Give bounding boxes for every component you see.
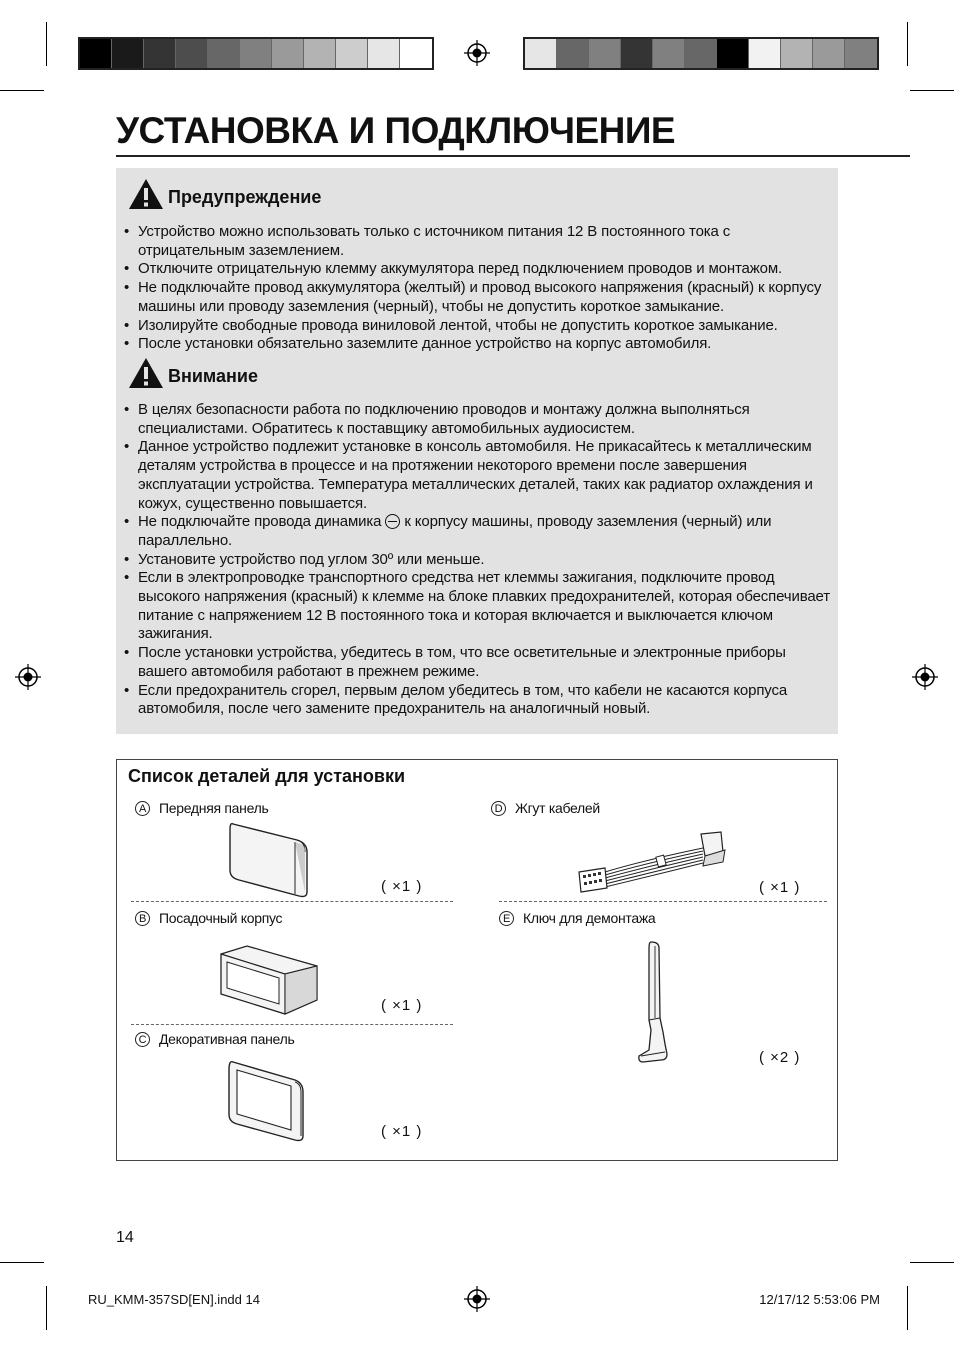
part-letter: E xyxy=(499,911,514,926)
part-name: Ключ для демонтажа xyxy=(523,910,656,926)
part-name: Посадочный корпус xyxy=(159,910,283,926)
color-swatch xyxy=(112,39,144,68)
list-item: • Если предохранитель сгорел, первым делом убедитесь в том, что кабели не касаются корпуса автомобиля, после чего замените предохранитель на аналогичный новый. xyxy=(116,682,834,719)
color-swatch xyxy=(208,39,240,68)
list-item: • В целях безопасности работа по подключению проводов и монтажу должна выполняться специалистами. Обратитесь к поставщику автомобильных аудиосистем. xyxy=(116,401,834,438)
color-swatch xyxy=(400,39,432,68)
crop-mark xyxy=(46,1286,47,1330)
quantity-label: ( ×1 ) xyxy=(381,878,423,895)
registration-mark-icon xyxy=(15,664,41,690)
list-item: • Устройство можно использовать только с источником питания 12 В постоянного тока с отрицательным заземлением. xyxy=(116,223,834,260)
wiring-harness-illustration xyxy=(575,828,727,894)
warning-box xyxy=(116,168,838,734)
part-name: Декоративная панель xyxy=(159,1031,295,1047)
warning-heading-text: Предупреждение xyxy=(168,187,322,207)
warning-list xyxy=(116,223,834,354)
part-label-trim-plate xyxy=(135,1031,294,1047)
part-letter: C xyxy=(135,1032,150,1047)
trim-plate-illustration xyxy=(225,1056,309,1144)
registration-mark-icon xyxy=(464,40,490,66)
crop-mark xyxy=(907,22,908,66)
quantity-label: ( ×1 ) xyxy=(381,997,423,1014)
color-bar-left xyxy=(78,37,434,70)
mounting-sleeve-illustration xyxy=(217,942,323,1018)
color-swatch xyxy=(845,39,877,68)
quantity-label: ( ×1 ) xyxy=(759,879,801,896)
parts-list-box xyxy=(116,759,838,1161)
caution-list xyxy=(116,401,834,719)
list-item: • Установите устройство под углом 30º или меньше. xyxy=(116,551,834,570)
part-name: Передняя панель xyxy=(159,800,269,816)
warning-heading xyxy=(128,178,321,210)
list-item: • Если в электропроводке транспортного средства нет клеммы зажигания, подключите провод высокого напряжения (красный) к клемме на блоке плавких предохранителей, которая обеспечивает питание с напряжением 12 В постоянного тока и которая включается и выключается ключом зажигания. xyxy=(116,569,834,644)
part-letter: D xyxy=(491,801,506,816)
separator xyxy=(131,1024,453,1025)
registration-mark-icon xyxy=(464,1286,490,1312)
crop-mark xyxy=(910,1262,954,1263)
separator xyxy=(499,901,827,902)
color-bar-right xyxy=(523,37,879,70)
caution-heading-text: Внимание xyxy=(168,366,258,386)
color-swatch xyxy=(368,39,400,68)
color-swatch xyxy=(621,39,653,68)
front-panel-illustration xyxy=(225,818,311,898)
warning-triangle-icon xyxy=(128,178,164,210)
color-swatch xyxy=(749,39,781,68)
minus-terminal-icon xyxy=(385,514,400,529)
part-letter: A xyxy=(135,801,150,816)
caution-heading xyxy=(128,357,258,389)
list-item: • Изолируйте свободные провода виниловой лентой, чтобы не допустить короткое замыкание. xyxy=(116,317,834,336)
list-item: • Данное устройство подлежит установке в консоль автомобиля. Не прикасайтесь к металлическим деталям устройства в процессе и на протяжении некоторого времени после завершения эксплуатации устройства. Температура металлических деталей, таких как радиатор охлаждения и кожух, существенно повышается. xyxy=(116,438,834,513)
quantity-label: ( ×1 ) xyxy=(381,1123,423,1140)
color-swatch xyxy=(653,39,685,68)
color-swatch xyxy=(304,39,336,68)
list-item: • Отключите отрицательную клемму аккумулятора перед подключением проводов и монтажом. xyxy=(116,260,834,279)
color-swatch xyxy=(80,39,112,68)
crop-mark xyxy=(0,90,44,91)
color-swatch xyxy=(272,39,304,68)
color-swatch xyxy=(144,39,176,68)
part-label-removal-key xyxy=(499,910,655,926)
list-item xyxy=(116,513,834,550)
part-label-wiring-harness xyxy=(491,800,600,816)
color-swatch xyxy=(813,39,845,68)
part-label-front-panel xyxy=(135,800,268,816)
part-name: Жгут кабелей xyxy=(515,800,600,816)
list-item: • Не подключайте провод аккумулятора (желтый) и провод высокого напряжения (красный) к корпусу машины или проводу заземления (черный), чтобы не допустить короткое замыкание. xyxy=(116,279,834,316)
title-divider xyxy=(116,155,910,157)
part-label-mounting-sleeve xyxy=(135,910,282,926)
color-swatch xyxy=(781,39,813,68)
color-swatch xyxy=(336,39,368,68)
quantity-label: ( ×2 ) xyxy=(759,1049,801,1066)
crop-mark xyxy=(907,1286,908,1330)
crop-mark xyxy=(0,1262,44,1263)
list-item-text: к корпусу машины, проводу заземления (черный) или параллельно. xyxy=(138,513,772,549)
page-title: УСТАНОВКА И ПОДКЛЮЧЕНИЕ xyxy=(116,110,676,151)
separator xyxy=(131,901,453,902)
list-item: • После установки обязательно заземлите данное устройство на корпус автомобиля. xyxy=(116,335,834,354)
color-swatch xyxy=(589,39,621,68)
color-swatch xyxy=(557,39,589,68)
removal-key-illustration xyxy=(635,940,671,1066)
color-swatch xyxy=(240,39,272,68)
registration-mark-icon xyxy=(912,664,938,690)
color-swatch xyxy=(525,39,557,68)
color-swatch xyxy=(176,39,208,68)
crop-mark xyxy=(910,90,954,91)
list-item: • После установки устройства, убедитесь в том, что все осветительные и электронные приборы вашего автомобиля работают в прежнем режиме. xyxy=(116,644,834,681)
parts-list-title: Список деталей для установки xyxy=(128,766,406,786)
footer-file-info: RU_KMM-357SD[EN].indd 14 xyxy=(88,1292,260,1307)
color-swatch xyxy=(685,39,717,68)
crop-mark xyxy=(46,22,47,66)
page-number: 14 xyxy=(116,1229,134,1246)
color-swatch xyxy=(717,39,749,68)
footer-timestamp: 12/17/12 5:53:06 PM xyxy=(759,1292,880,1307)
list-item-text: Не подключайте провода динамика xyxy=(138,513,382,531)
part-letter: B xyxy=(135,911,150,926)
warning-triangle-icon xyxy=(128,357,164,389)
